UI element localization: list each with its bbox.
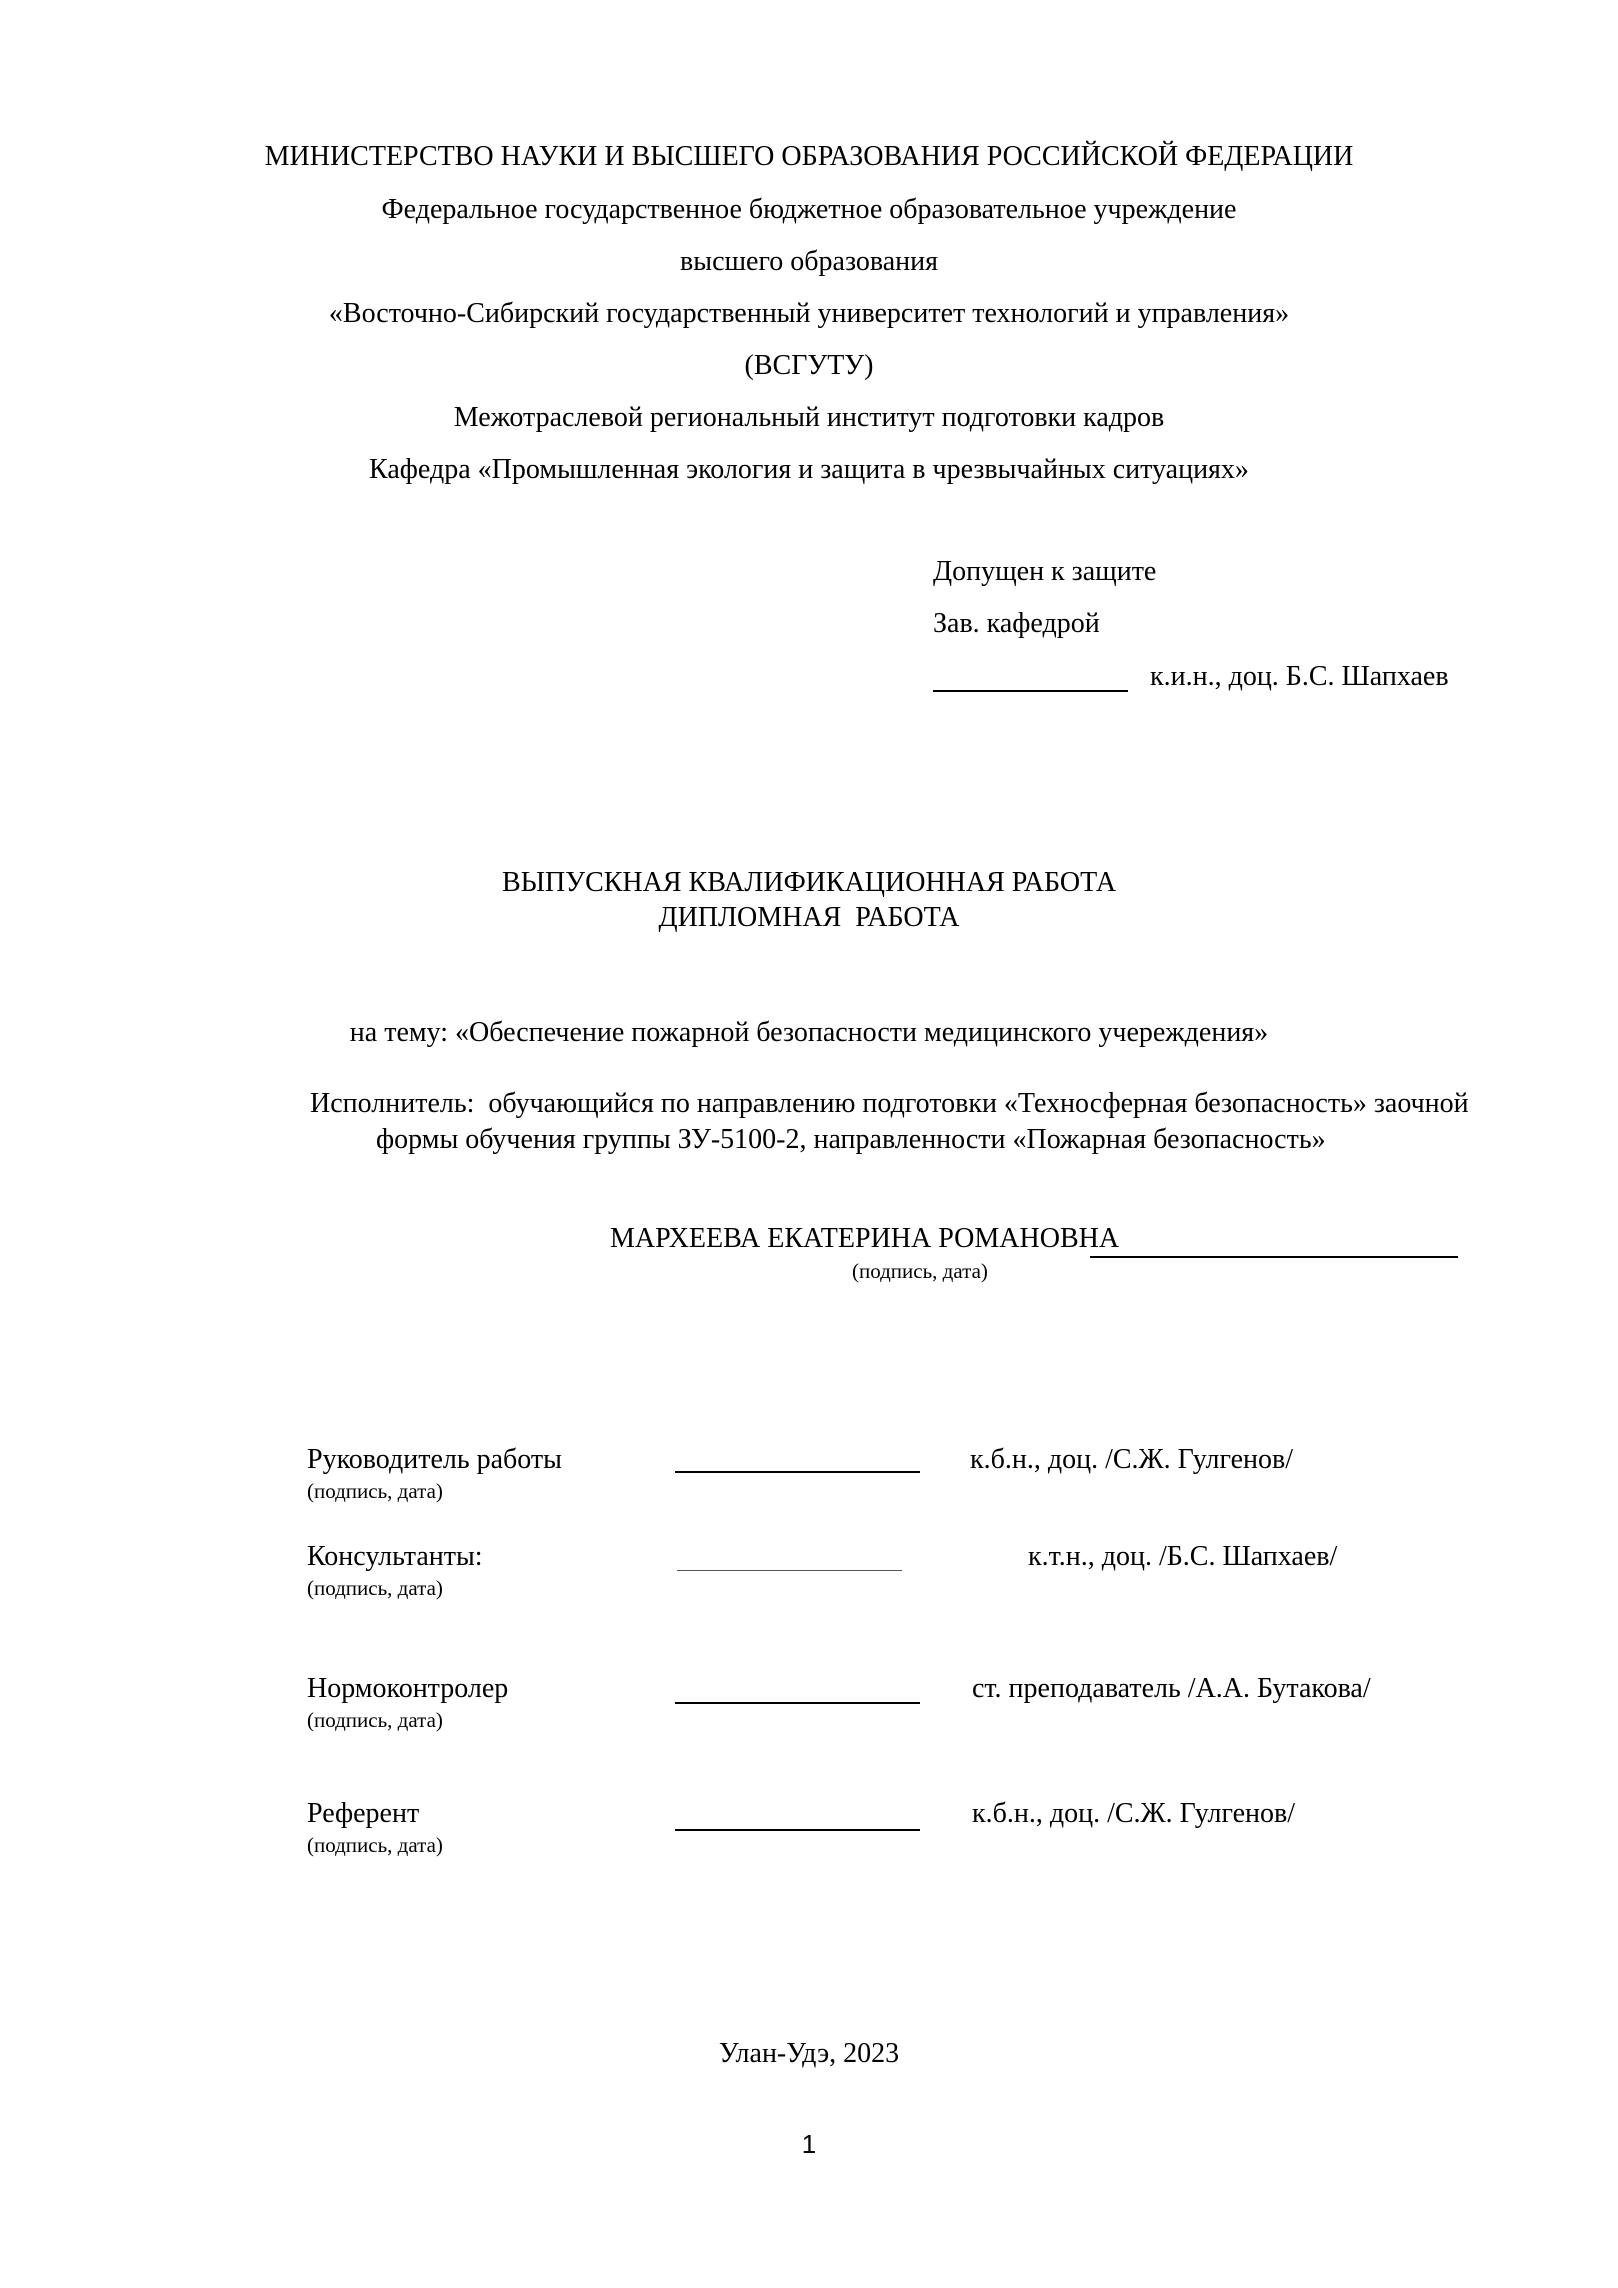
head-title: Зав. кафедрой bbox=[933, 608, 1100, 639]
work-topic: на тему: «Обеспечение пожарной безопасности медицинского учереждения» bbox=[349, 1017, 1269, 1048]
page-number: 1 bbox=[801, 2129, 817, 2159]
institution-type: Федеральное государственное бюджетное образовательное учреждение bbox=[381, 194, 1237, 225]
university-abbreviation: (ВСГУТУ) bbox=[744, 350, 874, 381]
department-name: Кафедра «Промышленная экология и защита в чрезвычайных ситуациях» bbox=[369, 454, 1249, 485]
performer-line1: Исполнитель: обучающийся по направлению подготовки «Техносферная безопасность» заочной bbox=[310, 1088, 1469, 1119]
university-name: «Восточно-Сибирский государственный университет технологий и управления» bbox=[328, 298, 1290, 329]
head-name: к.и.н., доц. Б.С. Шапхаев bbox=[1150, 661, 1449, 692]
city-year: Улан-Удэ, 2023 bbox=[718, 2038, 900, 2069]
consultant-role: Консультанты: bbox=[307, 1541, 483, 1572]
supervisor-person: к.б.н., доц. /С.Ж. Гулгенов/ bbox=[970, 1444, 1293, 1475]
referent-role: Референт bbox=[307, 1798, 420, 1829]
normcontroller-signature-line bbox=[675, 1702, 920, 1704]
ministry-heading: МИНИСТЕРСТВО НАУКИ И ВЫСШЕГО ОБРАЗОВАНИЯ РОССИЙСКОЙ ФЕДЕРАЦИИ bbox=[264, 141, 1354, 172]
performer-line2: формы обучения группы ЗУ-5100-2, направленности «Пожарная безопасность» bbox=[376, 1124, 1326, 1155]
admitted-label: Допущен к защите bbox=[933, 556, 1157, 587]
supervisor-role: Руководитель работы bbox=[307, 1444, 562, 1475]
referent-signature-hint: (подпись, дата) bbox=[307, 1833, 443, 1857]
consultant-person: к.т.н., доц. /Б.С. Шапхаев/ bbox=[1028, 1541, 1338, 1572]
supervisor-signature-line bbox=[675, 1471, 920, 1473]
head-signature-line bbox=[933, 690, 1128, 692]
work-type-line2: ДИПЛОМНАЯ РАБОТА bbox=[658, 902, 960, 933]
referent-signature-line bbox=[675, 1829, 920, 1831]
consultant-signature-line bbox=[677, 1570, 902, 1571]
normcontroller-signature-hint: (подпись, дата) bbox=[307, 1708, 443, 1732]
consultant-signature-hint: (подпись, дата) bbox=[307, 1576, 443, 1600]
education-level: высшего образования bbox=[680, 246, 938, 277]
referent-person: к.б.н., доц. /С.Ж. Гулгенов/ bbox=[972, 1798, 1295, 1829]
work-type-line1: ВЫПУСКНАЯ КВАЛИФИКАЦИОННАЯ РАБОТА bbox=[501, 867, 1117, 898]
supervisor-signature-hint: (подпись, дата) bbox=[307, 1479, 443, 1503]
institute-name: Межотраслевой региональный институт подготовки кадров bbox=[453, 402, 1165, 433]
normcontroller-role: Нормоконтролер bbox=[307, 1673, 509, 1704]
student-signature-hint: (подпись, дата) bbox=[852, 1259, 988, 1283]
student-signature-line bbox=[1090, 1256, 1458, 1258]
normcontroller-person: ст. преподаватель /А.А. Бутакова/ bbox=[972, 1673, 1371, 1704]
student-name: МАРХЕЕВА ЕКАТЕРИНА РОМАНОВНА bbox=[610, 1223, 1120, 1254]
